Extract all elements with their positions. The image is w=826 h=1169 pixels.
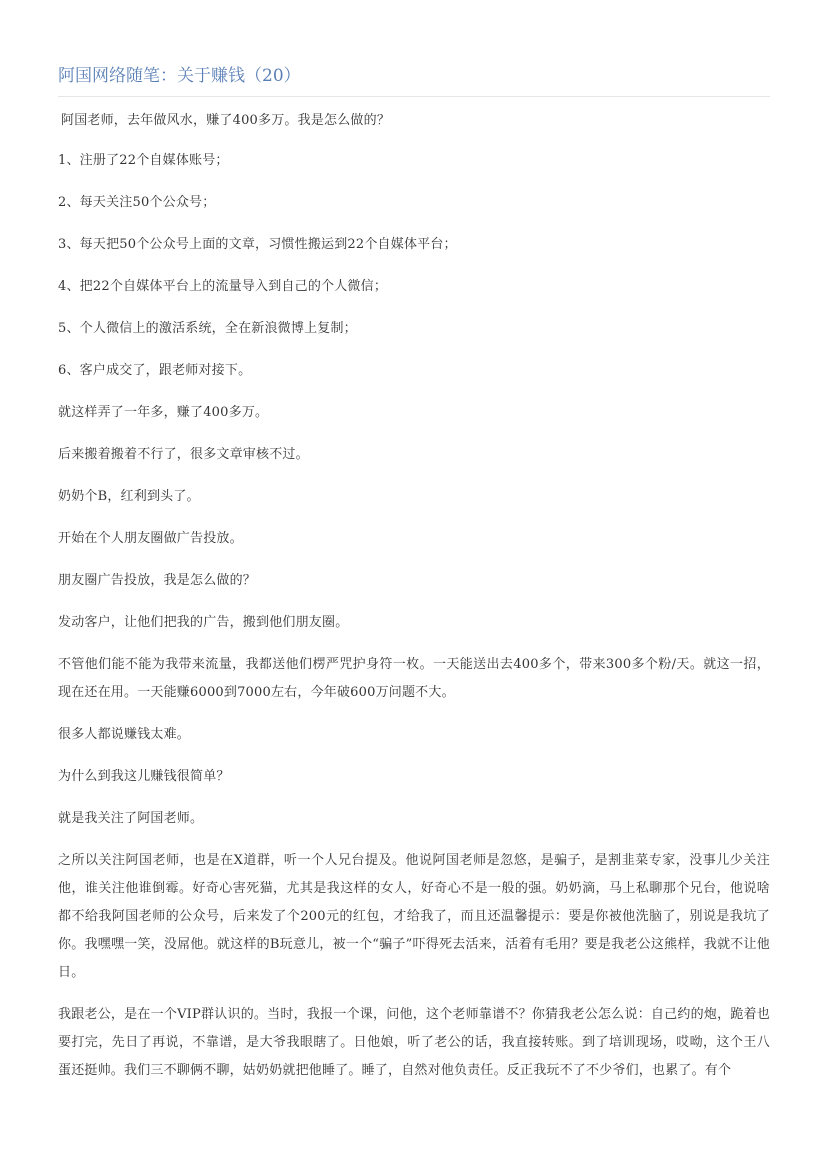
paragraph: 之所以关注阿国老师，也是在X道群，听一个人兄台提及。他说阿国老师是忽悠，是骗子，是割韭菜专家，没事儿少关注他，谁关注他谁倒霉。好奇心害死猫，尤其是我这样的女人，好奇心不是一般的强。奶奶滴，马上私聊那个兄台，他说啥都不给我阿国老师的公众号，后来发了个200元的红包，才给我了，而且还温馨提示：要是你被他洗脑了，别说是我坑了你。我嘿嘿一笑，没屌他。就这样的B玩意儿，被一个“骗子”吓得死去活来，活着有毛用？要是我老公这熊样，我就不让他日。 — [58, 853, 770, 980]
paragraph: 阿国老师，去年做风水，赚了400多万。我是怎么做的？ — [61, 113, 391, 128]
paragraph: 5、个人微信上的激活系统，全在新浪微博上复制； — [58, 321, 357, 336]
paragraph: 2、每天关注50个公众号； — [58, 195, 216, 210]
paragraph: 我跟老公，是在一个VIP群认识的。当时，我报一个课，问他，这个老师靠谱不？你猜我老公怎么说：自己约的炮，跪着也要打完，先日了再说，不靠谱，是大爷我眼瞎了。日他娘，听了老公的话，我直接转账。到了培训现场，哎呦，这个王八蛋还挺帅。我们三不聊俩不聊，姑奶奶就把他睡了。睡了，自然对他负责任。反正我玩不了不少爷们，也累了。有个 — [58, 1007, 770, 1078]
paragraph: 就这样弄了一年多，赚了400多万。 — [58, 405, 269, 420]
paragraph: 3、每天把50个公众号上面的文章，习惯性搬运到22个自媒体平台； — [58, 237, 457, 252]
paragraph: 不管他们能不能为我带来流量，我都送他们楞严咒护身符一枚。一天能送出去400多个，带来300多个粉/天。就这一招，现在还在用。一天能赚6000到7000左右，今年破600万问题不大。 — [58, 657, 770, 700]
paragraph: 开始在个人朋友圈做广告投放。 — [58, 531, 243, 546]
paragraph: 就是我关注了阿国老师。 — [58, 811, 204, 826]
paragraph: 4、把22个自媒体平台上的流量导入到自己的个人微信； — [58, 279, 388, 294]
paragraph: 奶奶个B，红利到头了。 — [58, 489, 200, 504]
paragraph: 6、客户成交了，跟老师对接下。 — [58, 363, 252, 378]
paragraph: 后来搬着搬着不行了，很多文章审核不过。 — [58, 447, 309, 462]
article-body — [58, 107, 770, 1085]
paragraph: 发动客户，让他们把我的广告，搬到他们朋友圈。 — [58, 615, 349, 630]
paragraph: 很多人都说赚钱太难。 — [58, 727, 191, 742]
paragraph: 朋友圈广告投放，我是怎么做的？ — [58, 573, 257, 588]
paragraph: 为什么到我这儿赚钱很简单？ — [58, 769, 230, 784]
paragraph: 1、注册了22个自媒体账号； — [58, 153, 229, 168]
article-title: 阿国网络随笔：关于赚钱（20） — [58, 64, 770, 97]
document-page — [58, 64, 770, 1099]
